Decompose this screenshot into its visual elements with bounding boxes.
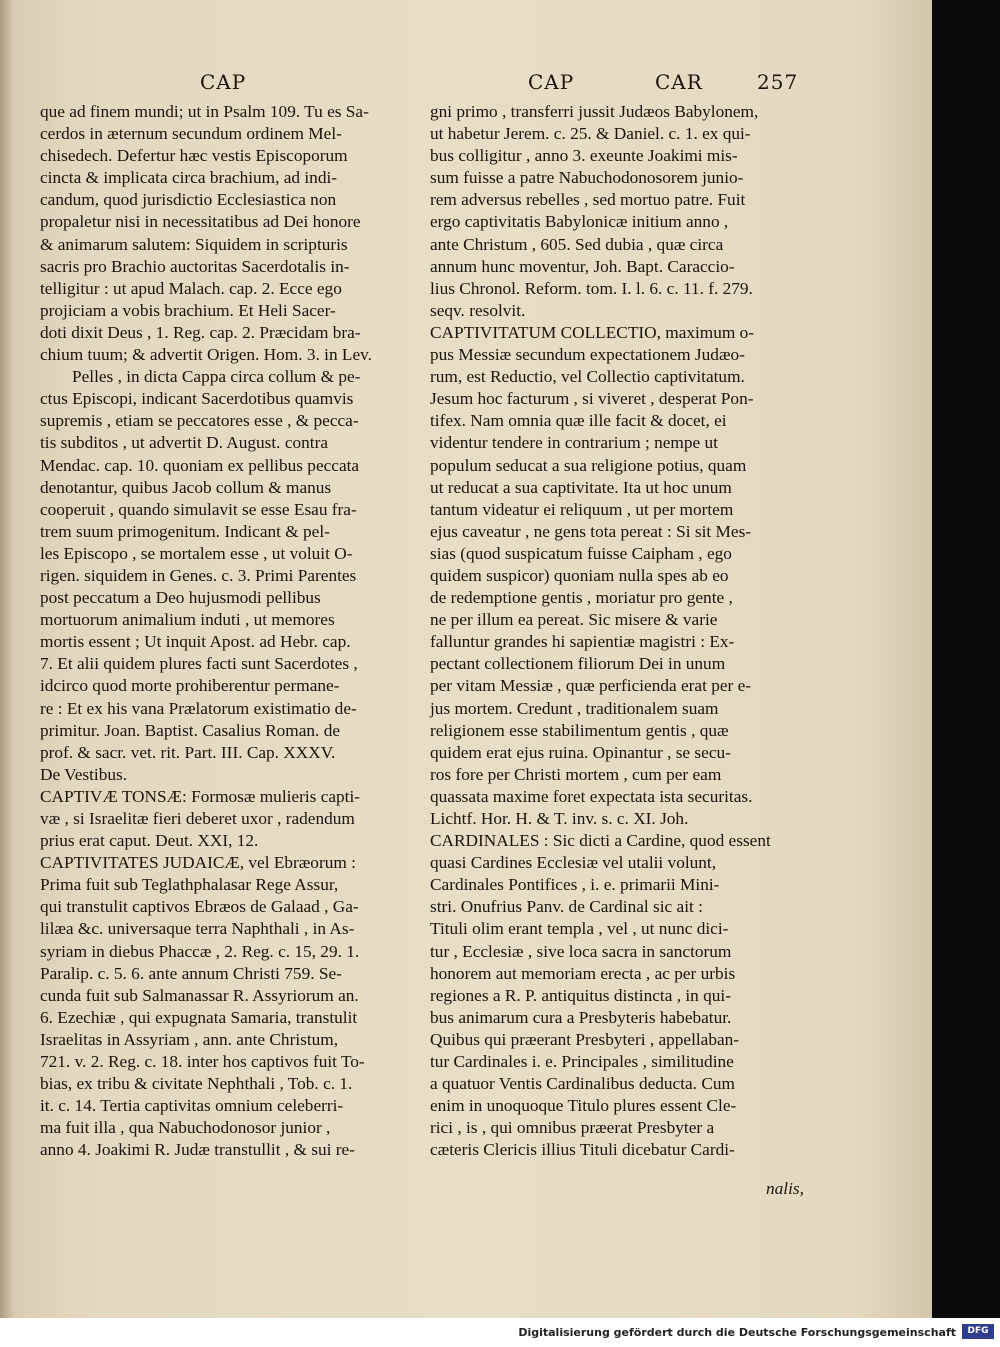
text-line: stri. Onufrius Panv. de Cardinal sic ait : [430,897,703,917]
text-line: que ad finem mundi; ut in Psalm 109. Tu es Sa- [40,102,369,121]
text-line: chisedech. Defertur hæc vestis Episcoporum [40,146,348,166]
text-line: CAPTIVITATUM COLLECTIO, maximum o- [430,322,755,342]
text-line: tur , Ecclesiæ , sive loca sacra in sanctorum [430,941,732,961]
text-line: populum seducat a sua religione potius, quam [430,455,747,475]
text-line: 6. Ezechiæ , qui expugnata Samaria, transtulit [40,1007,358,1027]
text-line: pus Messiæ secundum expectationem Judæo- [430,345,745,365]
text-line: syriam in diebus Phaccæ , 2. Reg. c. 15, 29. 1. [40,941,360,961]
text-line: rigen. siquidem in Genes. c. 3. Primi Parentes [40,565,357,585]
text-line: prius erat caput. Deut. XXI, 12. [40,831,259,851]
text-line: & animarum salutem: Siquidem in scripturis [40,234,348,254]
text-line: Quibus qui præerant Presbyteri , appellaban- [430,1029,740,1049]
text-line: projiciam a vobis brachium. Et Heli Sacer- [40,300,336,320]
left-text-column [40,101,415,1162]
text-line: CAPTIVÆ TONSÆ: Formosæ mulieris capti- [40,786,361,806]
text-line: ejus caveatur , ne gens tota pereat : Si sit Mes- [430,521,752,541]
text-line: mortuorum animalium induti , ut memores [40,610,335,630]
text-line: chium tuum; & advertit Origen. Hom. 3. in Lev. [40,345,372,365]
text-line: prof. & sacr. vet. rit. Part. III. Cap. XXXV. [40,742,336,762]
footer-bar [0,1318,1000,1347]
text-line: Tituli olim erant templa , vel , ut nunc dici- [430,919,729,939]
right-text-column [430,101,810,1162]
text-line: quidem suspicor) quoniam nulla spes ab eo [430,565,729,585]
text-line: rem adversus rebelles , sed mortuo patre. Fuit [430,190,746,210]
text-line: cincta & implicata circa brachium, ad indi- [40,168,338,188]
dfg-logo: DFG [962,1324,994,1339]
text-line: Paralip. c. 5. 6. ante annum Christi 759. Se- [40,963,342,983]
text-line: ros fore per Christi mortem , cum per eam [430,764,722,784]
text-line: sias (quod suspicatum fuisse Caipham , ego [430,543,732,563]
text-line: Israelitas in Assyriam , ann. ante Christum, [40,1029,339,1049]
text-line: rici , is , qui omnibus præerat Presbyter a [430,1118,715,1138]
text-line: it. c. 14. Tertia captivitas omnium celeberri- [40,1096,344,1116]
text-line: Mendac. cap. 10. quoniam ex pellibus peccata [40,455,360,475]
text-line: enim in unoquoque Titulo plures essent Cle- [430,1096,737,1116]
running-head-right-a: CAP [528,70,575,94]
text-line: tantum videatur ei reliquum , ut per mortem [430,499,734,519]
text-line: ergo captivitatis Babylonicæ initium anno , [430,212,729,232]
text-line: cunda fuit sub Salmanassar R. Assyriorum an. [40,985,359,1005]
text-line: ut reducat a sua captivitate. Ita ut hoc unum [430,477,732,497]
text-line: cæteris Clericis illius Tituli dicebatur Cardi- [430,1140,735,1160]
text-line: ctus Episcopi, indicant Sacerdotibus quamvis [40,389,354,409]
text-line: bus colligitur , anno 3. exeunte Joakimi mis- [430,146,738,166]
text-line: supremis , etiam se peccatores esse , & pecca- [40,411,359,431]
text-line: denotantur, quibus Jacob collum & manus [40,477,332,497]
text-line: annum hunc moventur, Joh. Bapt. Caraccio- [430,256,735,276]
running-head-right-b: CAR [655,70,703,94]
text-line: quidem erat ejus ruina. Opinantur , se secu- [430,742,731,762]
text-line: les Episcopo , se mortalem esse , ut voluit O- [40,543,353,563]
text-line: tur Cardinales i. e. Principales , similitudine [430,1052,734,1072]
text-line: de redemptione gentis , moriatur pro gente , [430,588,733,608]
running-head-left: CAP [200,70,247,94]
text-line: bias, ex tribu & civitate Nephthali , Tob. c. 1. [40,1074,353,1094]
text-line: sum fuisse a patre Nabuchodonosorem junio- [430,168,744,188]
text-line: ut habetur Jerem. c. 25. & Daniel. c. 1. ex qui- [430,124,751,144]
text-line: ne per illum ea pereat. Sic misere & varie [430,610,718,630]
text-line: Lichtf. Hor. H. & T. inv. s. c. XI. Joh. [430,809,689,828]
text-line: telligitur : ut apud Malach. cap. 2. Ecce ego [40,278,342,298]
text-line: 7. Et alii quidem plures facti sunt Sacerdotes , [40,654,358,674]
text-line: videntur tendere in contrarium ; nempe ut [430,433,718,453]
text-line: candum, quod jurisdictio Ecclesiastica non [40,190,337,210]
text-line: CAPTIVITATES JUDAICÆ, vel Ebræorum : [40,853,356,873]
text-line: cooperuit , quando simulavit se esse Esau fra- [40,499,357,519]
text-line: 721. v. 2. Reg. c. 18. inter hos captivos fuit To- [40,1052,365,1072]
page-number: 257 [757,70,799,94]
text-line: post peccatum a Deo hujusmodi pellibus [40,588,321,608]
text-line: idcirco quod morte prohiberentur permane- [40,676,340,696]
text-line: pectant collectionem filiorum Dei in unum [430,654,726,674]
text-line: ante Christum , 605. Sed dubia , quæ circa [430,234,724,254]
text-line: tifex. Nam omnia quæ ille facit & docet, ei [430,411,727,431]
text-line: a quatuor Ventis Cardinalibus deducta. Cum [430,1074,735,1094]
text-line: Cardinales Pontifices , i. e. primarii Mini- [430,875,720,895]
text-line: regiones a R. P. antiquitus distincta , in qui- [430,985,731,1005]
text-line: religionem esse stabilimentum gentis , quæ [430,720,729,740]
text-line: mortis essent ; Ut inquit Apost. ad Hebr. cap. [40,632,351,652]
text-line: qui transtulit captivos Ebræos de Galaad , Ga- [40,897,359,917]
text-line: sacris pro Brachio auctoritas Sacerdotalis in- [40,256,350,276]
text-line: anno 4. Joakimi R. Judæ transtullit , & sui re- [40,1140,355,1160]
text-line: primitur. Joan. Baptist. Casalius Roman. de [40,720,340,740]
text-line: Prima fuit sub Teglathphalasar Rege Assur, [40,875,339,895]
text-line: Pelles , in dicta Cappa circa collum & pe- [72,367,361,387]
text-line: bus animarum cura a Presbyteris habebatur. [430,1007,732,1027]
text-line: quasi Cardines Ecclesiæ vel utalii volunt, [430,853,717,873]
catchword: nalis, [766,1179,804,1198]
text-line: De Vestibus. [40,764,128,784]
text-line: re : Et ex his vana Prælatorum existimatio de- [40,698,357,718]
text-line: væ , si Israelitæ fieri deberet uxor , radendum [40,809,355,828]
funding-notice: Digitalisierung gefördert durch die Deutsche Forschungsgemeinschaft [518,1326,956,1339]
text-line: CARDINALES : Sic dicti a Cardine, quod essent [430,831,771,851]
text-line: jus mortem. Credunt , traditionalem suam [430,698,719,718]
text-line: honorem aut memoriam erecta , ac per urbis [430,963,736,983]
text-line: doti dixit Deus , 1. Reg. cap. 2. Præcidam bra- [40,322,361,342]
text-line: lius Chronol. Reform. tom. I. l. 6. c. 11. f. 279. [430,278,753,298]
text-line: seqv. resolvit. [430,300,526,320]
text-line: cerdos in æternum secundum ordinem Mel- [40,124,342,144]
text-line: tis subditos , ut advertit D. August. contra [40,433,329,453]
binding-shadow [0,0,14,1318]
text-line: lilæa &c. universaque terra Naphthali , in As- [40,919,355,939]
text-line: trem suum primogenitum. Indicant & pel- [40,521,330,541]
text-line: ma fuit illa , qua Nabuchodonosor junior , [40,1118,331,1138]
text-line: rum, est Reductio, vel Collectio captivitatum. [430,367,745,387]
text-line: propaletur nisi in necessitatibus ad Dei honore [40,212,361,232]
text-line: falluntur grandes hi sapientiæ magistri : Ex- [430,632,735,652]
text-line: quassata maxime foret expectata ista securitas. [430,786,753,806]
text-line: gni primo , transferri jussit Judæos Babylonem, [430,102,759,121]
text-line: Jesum hoc facturum , si viveret , desperat Pon- [430,389,754,409]
text-line: per vitam Messiæ , quæ perficienda erat per e- [430,676,752,696]
